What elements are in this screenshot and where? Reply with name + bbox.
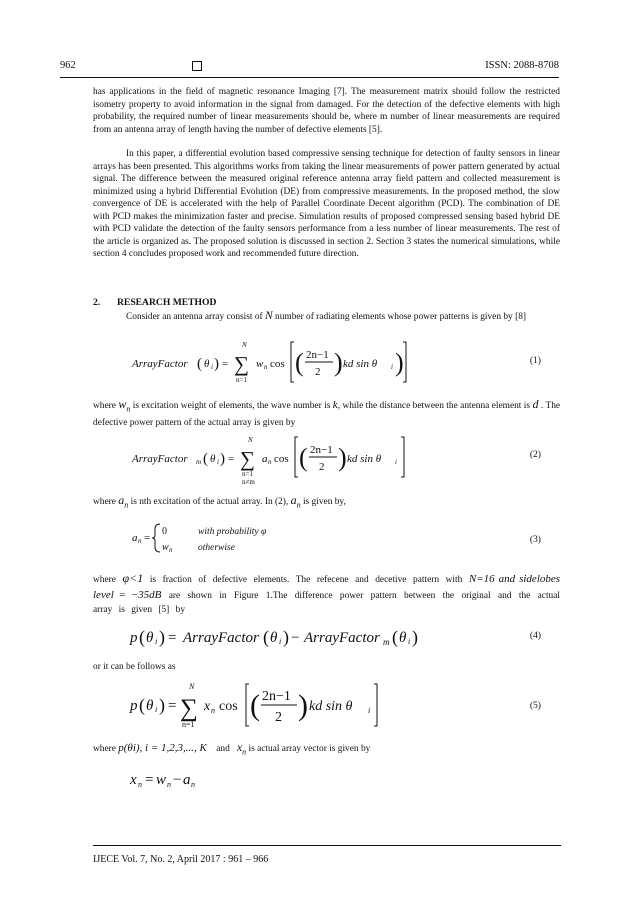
cos: cos xyxy=(219,699,238,714)
eq-p: p xyxy=(130,698,138,714)
text-fragment: where xyxy=(93,575,116,585)
equation-1 xyxy=(0,338,638,386)
text-fragment: are shown in Figure 1.The difference power pattern between the original and the actual array is given [5] by xyxy=(93,590,561,615)
equation-2-graphic xyxy=(0,435,638,487)
bracket-right xyxy=(401,437,404,477)
sub: n xyxy=(211,706,215,715)
math-p-theta: p(θi), i = 1,2,3,..., K xyxy=(118,742,207,754)
text-fragment: number of radiating elements whose power patterns is given by [8] xyxy=(275,312,527,322)
paren-big: ( xyxy=(295,348,304,377)
case-2-value: w xyxy=(162,542,169,553)
page-number: 962 xyxy=(60,60,76,71)
cos: cos xyxy=(274,453,289,465)
case-1-condition: with probability φ xyxy=(198,527,267,537)
journal-citation: IJECE Vol. 7, No. 2, April 2017 : 961 – 966 xyxy=(93,854,269,865)
sum-top: N xyxy=(248,436,253,444)
sub: i xyxy=(408,637,411,646)
running-header xyxy=(60,60,559,76)
equals: = xyxy=(222,358,229,370)
equation-number: (2) xyxy=(529,449,541,460)
equation-3-graphic xyxy=(0,521,638,555)
equals: = xyxy=(168,698,177,714)
equation-3 xyxy=(0,521,638,555)
sum-sign: ∑ xyxy=(234,352,249,376)
sub: n xyxy=(242,747,247,757)
header-rule xyxy=(60,77,559,78)
theta: θ xyxy=(146,630,154,646)
text-fragment: and xyxy=(216,744,230,754)
paren-big: ) xyxy=(338,443,347,472)
text-fragment: . The defective power pattern of the actual array is given by xyxy=(93,401,561,429)
section-title: RESEARCH METHOD xyxy=(117,297,217,308)
method-paragraph-5: or it can be follows as xyxy=(93,662,176,672)
math-var-N: N xyxy=(265,310,273,322)
case-2-condition: otherwise xyxy=(198,543,235,553)
paren: ( xyxy=(263,627,269,647)
sum-bottom: n=1 xyxy=(182,720,195,729)
minus: − xyxy=(173,772,182,788)
sub: n xyxy=(138,537,142,545)
term-a: a xyxy=(262,453,268,465)
array-factor: ArrayFactor xyxy=(183,630,259,646)
equation-5 xyxy=(0,680,638,732)
bracket-left xyxy=(246,684,249,726)
theta: θ xyxy=(399,630,407,646)
rhs-w: w xyxy=(156,772,167,788)
equation-6 xyxy=(0,766,638,792)
paren: ) xyxy=(214,356,219,372)
section-number: 2. xyxy=(93,297,101,308)
paren: ) xyxy=(283,627,289,647)
math-var-w: w xyxy=(118,397,127,411)
equals: = xyxy=(144,532,151,544)
paren: ) xyxy=(220,451,225,467)
sum-bottom: n=1 xyxy=(242,470,253,478)
sum-sign: ∑ xyxy=(180,695,198,722)
text-fragment: Consider an antenna array consist of xyxy=(126,312,263,322)
math-phi-condition: φ<1 xyxy=(122,571,144,585)
text-fragment: where xyxy=(93,497,116,507)
equation-1-graphic xyxy=(0,338,638,386)
math-var-a: a xyxy=(290,493,297,507)
paren: ) xyxy=(159,627,165,647)
eq-lhs: ArrayFactor xyxy=(132,453,188,465)
sub: n xyxy=(138,780,142,789)
sum-bottom-2: n≠m xyxy=(242,478,255,486)
equation-6-graphic xyxy=(0,766,638,792)
sum-top: N xyxy=(242,341,247,349)
sub: m xyxy=(196,458,202,466)
equals: = xyxy=(168,630,177,646)
frac-den: 2 xyxy=(275,710,282,725)
math-var-d: d xyxy=(532,397,539,411)
equals: = xyxy=(228,453,235,465)
paren-big: ) xyxy=(334,348,343,377)
equation-number: (5) xyxy=(529,700,541,711)
frac-num: 2n−1 xyxy=(310,444,333,456)
case-brace xyxy=(152,524,160,552)
theta: θ xyxy=(270,630,278,646)
math-var-x: x xyxy=(236,740,243,754)
math-var-a: a xyxy=(118,493,125,507)
eq-lhs: ArrayFactor xyxy=(132,358,188,370)
frac-den: 2 xyxy=(315,366,321,378)
sub: i xyxy=(217,458,219,466)
sub: i xyxy=(395,458,397,466)
theta: θ xyxy=(204,358,210,370)
sub: i xyxy=(391,363,393,371)
case-1-value: 0 xyxy=(162,526,167,537)
equation-number: (4) xyxy=(529,630,541,641)
theta: θ xyxy=(146,698,154,714)
bracket-left xyxy=(295,437,298,477)
math-array-params: N=16 and sidelobes level = −35dB xyxy=(93,573,561,601)
frac-num: 2n−1 xyxy=(262,689,291,704)
term-w: w xyxy=(256,358,264,370)
paren-big: ( xyxy=(299,443,308,472)
equation-4-graphic xyxy=(0,622,638,650)
section-heading xyxy=(93,297,216,308)
intro-paragraph-1: has applications in the field of magnetic resonance Imaging [7]. The measurement matrix should follow the restricted isometry property to avoid information in the signal from damaged. For the detection of the defective elements with high probability, the required number of linear measurements should be, where m number of linear measurements are required from an antenna array of length having the number of defective elements [5]. xyxy=(93,87,560,135)
paren-big: ) xyxy=(298,689,308,722)
sub: n xyxy=(124,500,129,510)
term-x: x xyxy=(204,699,211,714)
paren: ) xyxy=(412,627,418,647)
text-fragment: is actual array vector is given by xyxy=(248,744,371,754)
text-fragment: where xyxy=(93,744,116,754)
paren: ( xyxy=(203,451,208,467)
method-paragraph-4 xyxy=(93,571,560,618)
theta: θ xyxy=(210,453,216,465)
sub: i xyxy=(279,637,282,646)
eq-tail: kd sin θ xyxy=(347,453,382,465)
paren: ( xyxy=(197,356,202,372)
issn-label: ISSN: 2088-8708 xyxy=(485,60,559,71)
paren-big: ( xyxy=(250,689,260,722)
bracket-left xyxy=(291,342,294,382)
method-paragraph-1 xyxy=(93,310,560,324)
sum-sign: ∑ xyxy=(240,447,255,471)
text-fragment: is nth excitation of the actual array. In (2), xyxy=(130,497,289,507)
equation-number: (1) xyxy=(529,355,541,366)
sub: i xyxy=(211,363,213,371)
paren: ( xyxy=(139,695,145,715)
eq-p: p xyxy=(130,630,138,646)
sub: n xyxy=(268,458,272,466)
rhs-a: a xyxy=(183,772,191,788)
paren: ( xyxy=(392,627,398,647)
cos: cos xyxy=(270,358,285,370)
sum-bottom: n=1 xyxy=(236,376,247,384)
equals: = xyxy=(145,772,154,788)
array-factor-m: ArrayFactor xyxy=(304,630,380,646)
eq-lhs: x xyxy=(130,772,137,788)
sub: m xyxy=(383,637,390,647)
sub: i xyxy=(368,706,371,715)
eq-tail: kd sin θ xyxy=(343,358,378,370)
method-paragraph-2 xyxy=(93,397,560,431)
text-fragment: is fraction of defective elements. The refecene and decetive pattern with xyxy=(149,575,463,585)
text-fragment: is excitation weight of elements, the wave number is xyxy=(132,401,331,411)
equation-2 xyxy=(0,435,638,487)
sub: n xyxy=(126,404,131,414)
sub: n xyxy=(296,500,301,510)
text-fragment: where xyxy=(93,401,116,411)
sum-top: N xyxy=(189,682,195,691)
footer-rule xyxy=(93,845,561,846)
header-box-symbol xyxy=(192,61,202,71)
equation-5-graphic xyxy=(0,680,638,732)
minus: − xyxy=(291,630,300,646)
eq-tail: kd sin θ xyxy=(309,699,353,714)
text-fragment: is given by, xyxy=(302,497,346,507)
sub: n xyxy=(264,363,268,371)
paren-big: ) xyxy=(395,348,404,377)
frac-num: 2n−1 xyxy=(306,349,329,361)
method-paragraph-3 xyxy=(93,493,560,512)
bracket-right xyxy=(374,684,377,726)
equation-4 xyxy=(0,622,638,650)
sub: n xyxy=(191,780,195,789)
eq-lhs: a xyxy=(132,532,138,544)
method-paragraph-6 xyxy=(93,740,560,759)
paren: ( xyxy=(139,627,145,647)
math-var-k: k xyxy=(332,399,338,411)
sub: n xyxy=(169,546,173,554)
text-fragment: , while the distance between the antenna element is xyxy=(337,401,531,411)
intro-paragraph-2: In this paper, a differential evolution based compressive sensing technique for detection of faulty sensors in linear arrays has been presented. This algorithms works from taking the linear measurements of power pattern generated by actual signal. The difference between the measured original reference antenna array field pattern and collected measurement is minimized using a hybrid Differential Evolution (DE) from compressive measurements. In the proposed method, the slow convergence of DE is accelerated with the help of Parallel Coordinate Decent algorithm (PCD). The combination of DE with PCD makes the minimization faster and precise. Simulation results of proposed compressed sensing based hybrid DE with PCD validate the detection of the faulty sensors performance from a less number of linear measurements. The rest of the article is organized as. The proposed solution is discussed in section 2. Section 3 states the numerical simulations, while section 4 concludes proposed work and recommended future direction. xyxy=(93,149,560,259)
equation-number: (3) xyxy=(529,534,541,545)
paren: ) xyxy=(159,695,165,715)
sub: i xyxy=(155,705,158,714)
sub: n xyxy=(167,780,171,789)
frac-den: 2 xyxy=(319,461,325,473)
sub: i xyxy=(155,637,158,646)
